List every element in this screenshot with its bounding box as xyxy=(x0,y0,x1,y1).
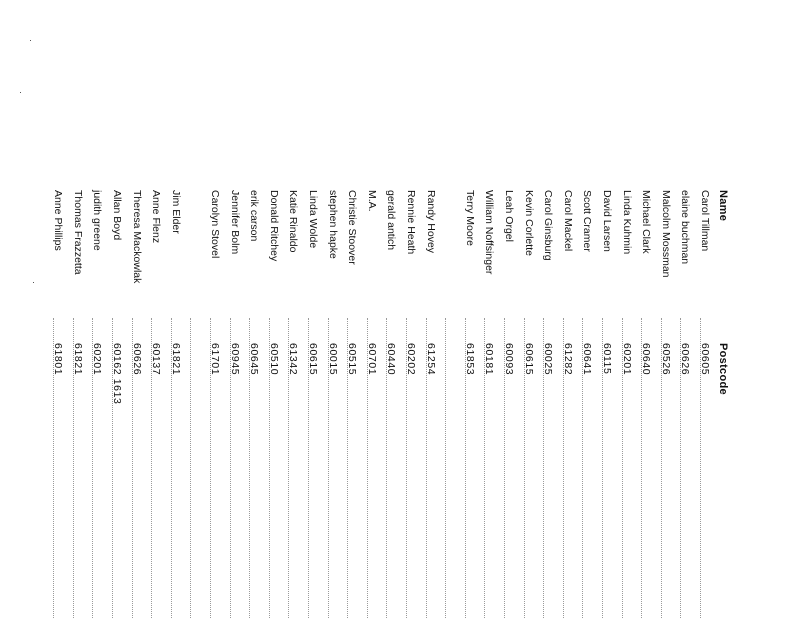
list-row xyxy=(71,190,85,620)
list-row xyxy=(424,190,438,620)
list-row xyxy=(463,190,477,620)
list-row xyxy=(267,190,281,620)
person-name: Theresa Mackowlak xyxy=(130,190,143,284)
postcode-value: 60510 xyxy=(267,343,280,376)
list-row xyxy=(51,190,65,620)
postcode-value: 60615 xyxy=(522,343,535,376)
person-name: Michael Clark xyxy=(640,190,653,254)
postcode-value: 60025 xyxy=(542,343,555,376)
postcode-value: 61254 xyxy=(424,343,437,376)
dotted-leader xyxy=(190,318,191,618)
postcode-value: 61821 xyxy=(169,343,182,376)
list-row xyxy=(130,190,144,620)
person-name: Carolyn Stovel xyxy=(209,190,221,259)
person-name: Rennie Heath xyxy=(405,190,417,255)
list-row xyxy=(561,190,575,620)
scan-speck xyxy=(30,40,31,41)
list-row xyxy=(90,190,104,620)
list-row xyxy=(188,190,202,620)
scan-speck xyxy=(20,92,21,93)
list-row xyxy=(541,190,555,620)
list-row xyxy=(659,190,673,620)
postcode-column-header: Postcode xyxy=(717,343,729,395)
list-row xyxy=(247,190,261,620)
list-row xyxy=(149,190,163,620)
postcode-value: 60701 xyxy=(365,343,378,376)
list-row xyxy=(502,190,516,620)
list-row xyxy=(345,190,359,620)
list-row xyxy=(404,190,418,620)
person-name: Jim Elder xyxy=(169,190,182,234)
list-row xyxy=(384,190,398,620)
list-row xyxy=(228,190,242,620)
person-name: Carol Mackel xyxy=(561,190,574,252)
person-name: judith greene xyxy=(91,190,104,251)
person-name: Carol Tillman xyxy=(699,190,711,252)
list-row xyxy=(326,190,340,620)
postcode-value: 60162 1613 xyxy=(111,343,123,405)
person-name: elaine buchman xyxy=(679,190,692,265)
person-name: Anne Phillips xyxy=(52,190,65,251)
list-row xyxy=(620,190,634,620)
list-row xyxy=(306,190,320,620)
postcode-value: 60640 xyxy=(640,343,653,376)
postcode-value: 60615 xyxy=(307,343,319,376)
person-name: gerald antich xyxy=(385,190,398,251)
list-row xyxy=(110,190,124,620)
list-row xyxy=(639,190,653,620)
list-row xyxy=(482,190,496,620)
postcode-value: 61342 xyxy=(287,343,300,376)
person-name: Carol Ginsburg xyxy=(542,190,555,261)
person-name: Randy Hovey xyxy=(424,190,437,254)
dotted-leader xyxy=(445,318,446,618)
postcode-value: 60201 xyxy=(91,343,104,376)
postcode-value: 61853 xyxy=(463,343,476,376)
postcode-value: 60515 xyxy=(346,343,359,376)
person-name: Christie Stoover xyxy=(346,190,359,265)
person-name: Jennifer Bolm xyxy=(228,190,241,255)
list-row xyxy=(169,190,183,620)
postcode-value: 60626 xyxy=(130,343,143,376)
list-row xyxy=(286,190,300,620)
person-name: Kevin Corlette xyxy=(522,190,535,256)
person-name: Anne Flenz xyxy=(150,190,163,244)
person-name: Linda Wolde xyxy=(307,190,319,249)
scan-speck xyxy=(33,282,34,283)
postcode-value: 60626 xyxy=(679,343,692,376)
person-name: Donald Ritchey xyxy=(267,190,280,262)
person-name: stephen hapke xyxy=(326,190,339,259)
postcode-value: 61701 xyxy=(209,343,221,376)
person-name: Katie Rinaldo xyxy=(287,190,300,253)
person-name: Malcolm Mossman xyxy=(659,190,672,278)
name-column-header: Name xyxy=(717,190,729,222)
postcode-value: 60605 xyxy=(699,343,711,376)
person-name: Linda Kuhmin xyxy=(620,190,633,255)
list-row xyxy=(678,190,692,620)
person-name: William Noffsinger xyxy=(483,190,496,275)
postcode-value: 60115 xyxy=(601,343,613,375)
rotated-name-list xyxy=(50,190,730,620)
person-name: M.A. xyxy=(365,190,378,212)
postcode-value: 61282 xyxy=(561,343,574,376)
postcode-value: 60137 xyxy=(150,343,163,376)
person-name: Terry Moore xyxy=(463,190,476,247)
person-name: Leah Orgel xyxy=(503,190,515,242)
postcode-value: 60645 xyxy=(248,343,261,376)
list-row xyxy=(698,190,712,620)
postcode-value: 60945 xyxy=(228,343,241,376)
postcode-value: 60015 xyxy=(326,343,339,376)
postcode-value: 60201 xyxy=(620,343,633,376)
person-name: David Larsen xyxy=(601,190,613,252)
postcode-value: 61821 xyxy=(71,343,84,376)
list-row xyxy=(522,190,536,620)
person-name: Thomas Frazzetta xyxy=(71,190,84,275)
postcode-value: 60440 xyxy=(385,343,398,376)
postcode-value: 60641 xyxy=(581,343,594,376)
list-row xyxy=(600,190,614,620)
list-row xyxy=(365,190,379,620)
postcode-value: 60526 xyxy=(659,343,672,376)
postcode-value: 60181 xyxy=(483,343,496,376)
list-row xyxy=(580,190,594,620)
postcode-value: 60093 xyxy=(503,343,515,376)
list-row xyxy=(443,190,457,620)
postcode-value: 60202 xyxy=(405,343,417,376)
person-name: Scott Cramer xyxy=(581,190,594,252)
person-name: erik carson xyxy=(248,190,261,242)
person-name: Allan Boyd xyxy=(111,190,123,241)
postcode-value: 61801 xyxy=(52,343,65,376)
list-row xyxy=(208,190,222,620)
